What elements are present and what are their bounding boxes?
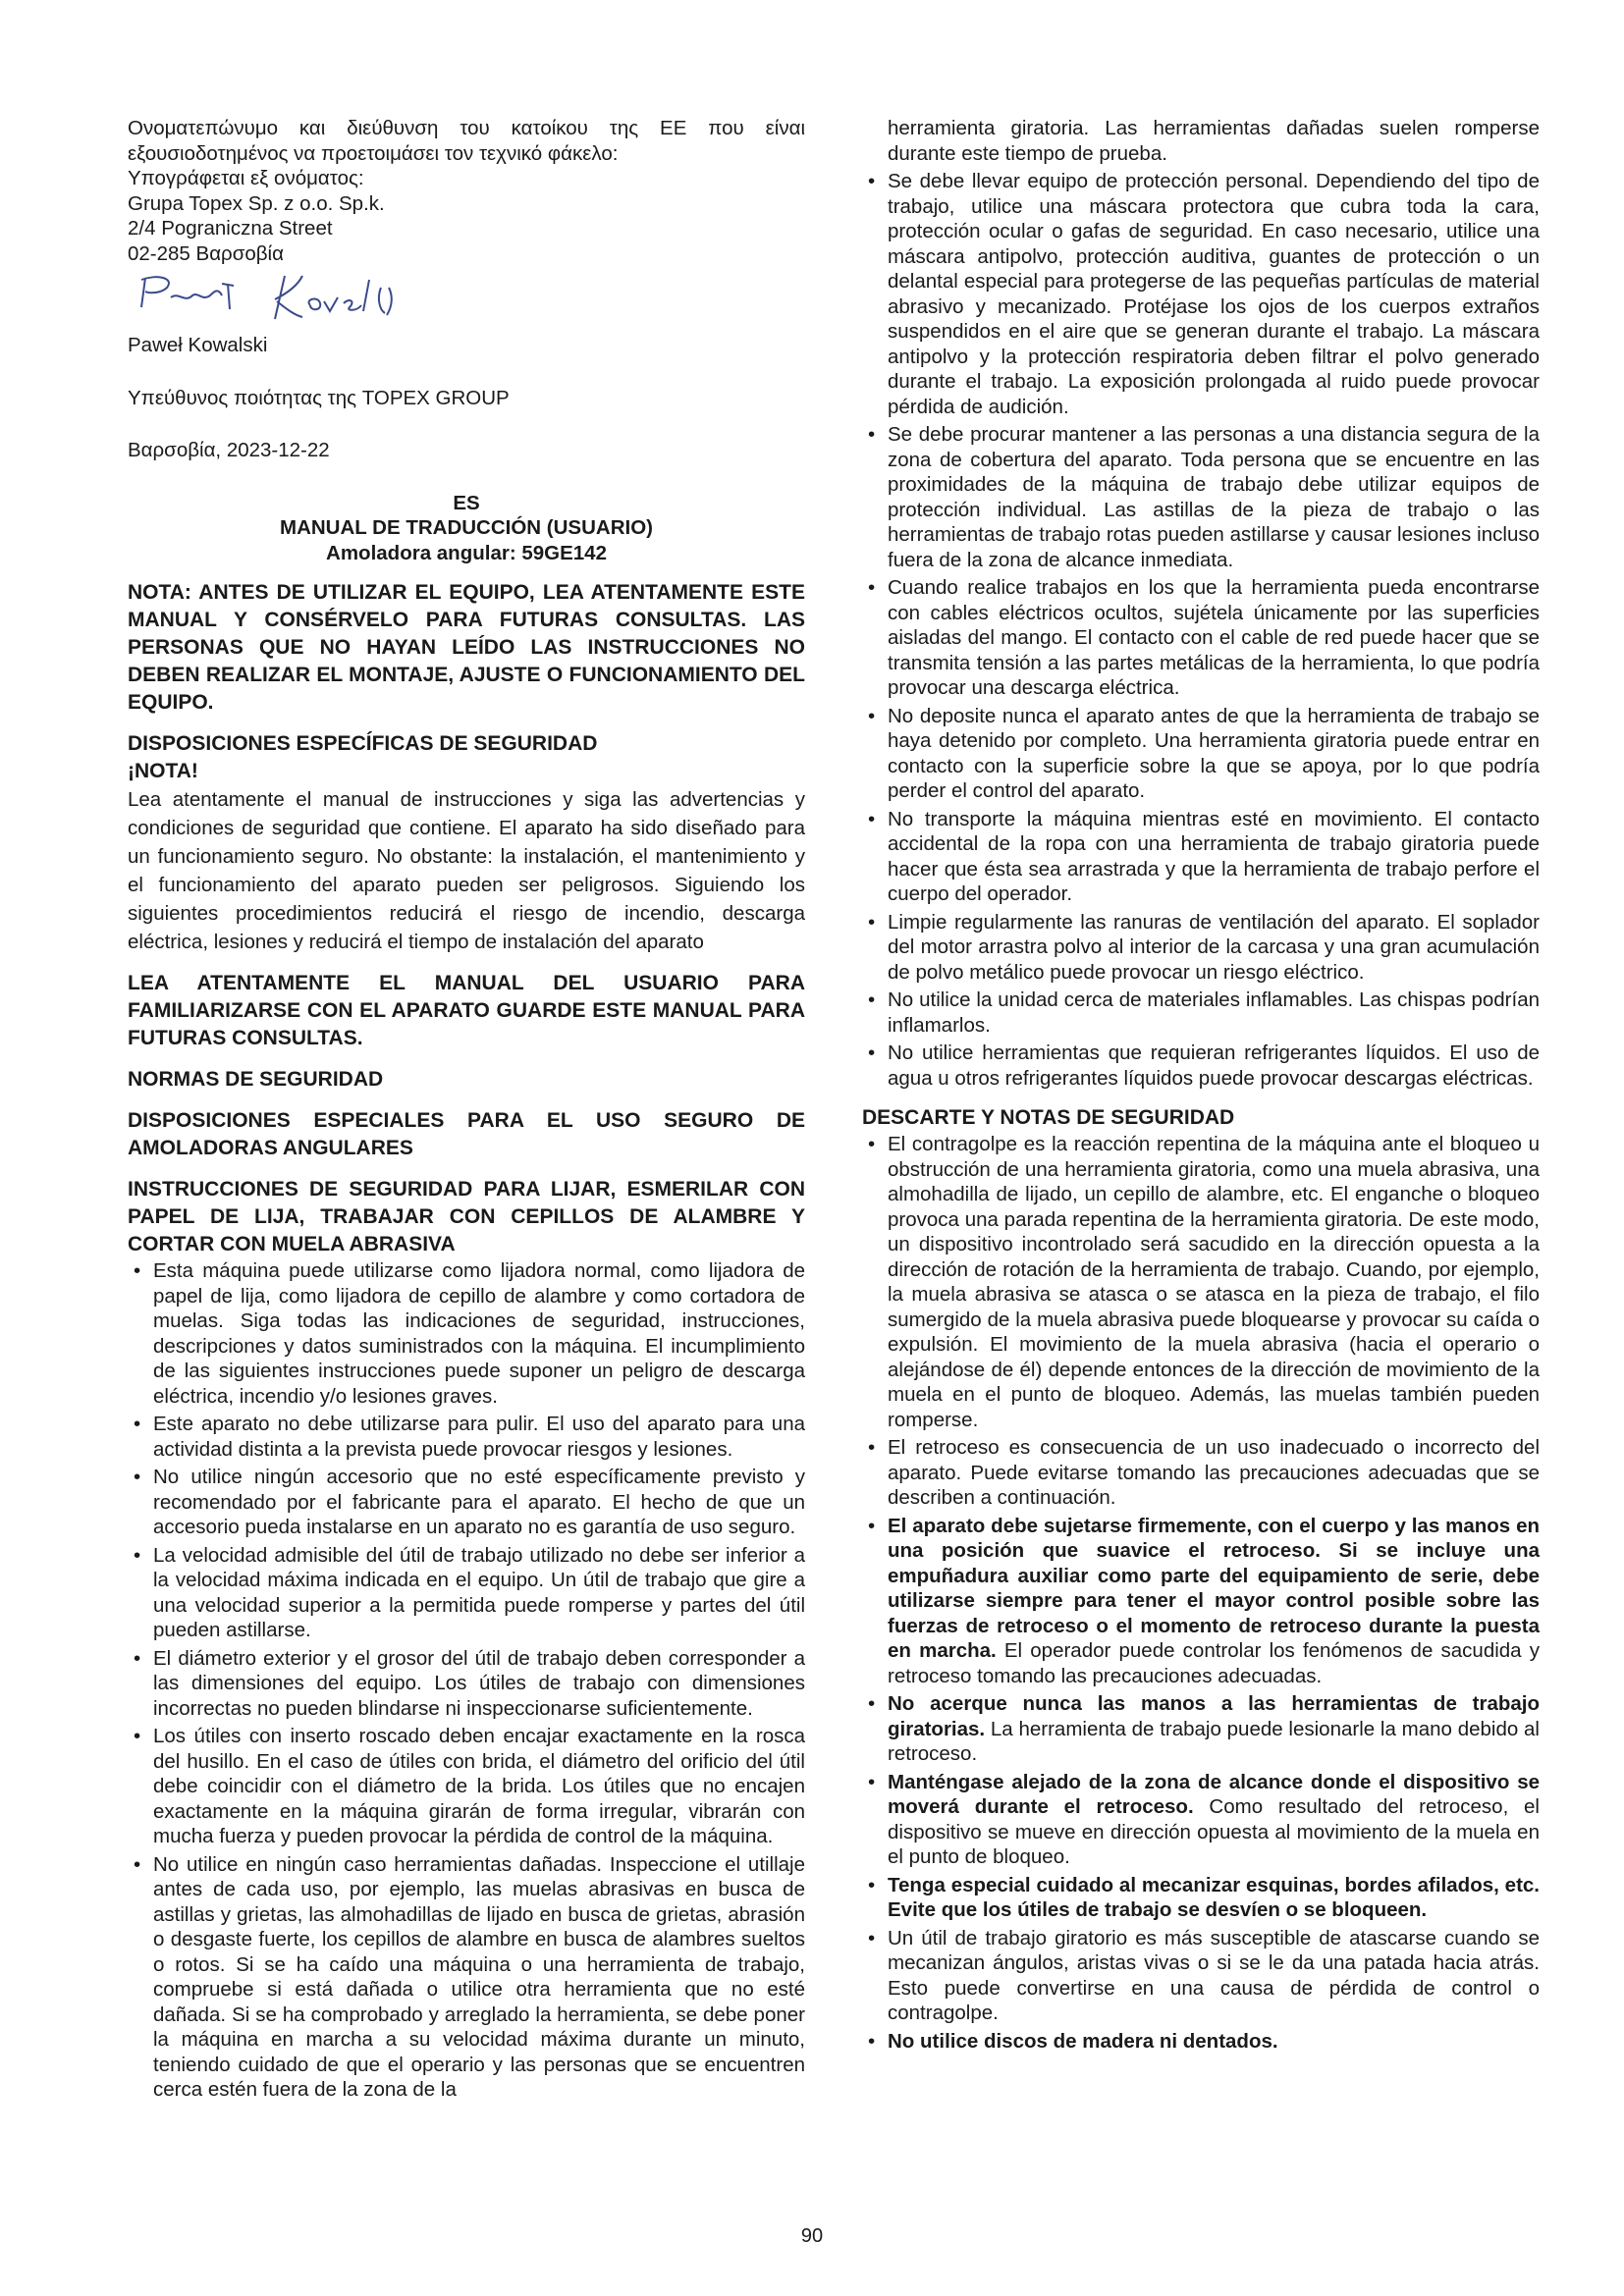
read-manual-note: LEA ATENTAMENTE EL MANUAL DEL USUARIO PARA FAMILIARIZARSE CON EL APARATO GUARDE ESTE MANUAL PARA FUTURAS CONSULTAS. [128, 972, 805, 1049]
list-item: • Cuando realice trabajos en los que la herramienta pueda encontrarse con cables eléctricos ocultos, sujétela únicamente por las superficies aisladas del mango. El contacto con el cable de red puede hacer que se transmita tensión a las partes metálicas de la herramienta, lo que podría provocar una descarga eléctrica. [862, 575, 1540, 701]
signature-icon [128, 266, 461, 333]
list-item: • Se debe procurar mantener a las personas a una distancia segura de la zona de cobertura del aparato. Toda persona que se encuentre en las proximidades de la máquina de trabajo debe utilizar equipos de protección individual. Las astillas de la pieza de trabajo o las herramientas de trabajo rotas pueden astillarse y causar lesiones incluso fuera de la zona de alcance inmediata. [862, 422, 1540, 572]
list-item [862, 2029, 1540, 2055]
list-item: • No transporte la máquina mientras esté en movimiento. El contacto accidental de la ropa con una herramienta de trabajo giratoria puede hacer que ésta sea arrastrada y que la herramienta de trabajo perfore el cuerpo del operador. [862, 807, 1540, 907]
bold-lead: No utilice discos de madera ni dentados. [888, 2029, 1278, 2053]
list-item [862, 1514, 1540, 1689]
left-column [128, 116, 805, 2106]
right-bullet-list [862, 169, 1540, 1091]
list-item: • La velocidad admisible del útil de trabajo utilizado no debe ser inferior a la velocidad máxima indicada en el equipo. Un útil de trabajo que gire a una velocidad superior a la permitida puede romperse y partes del útil pueden astillarse. [128, 1543, 805, 1643]
manual-title: MANUAL DE TRADUCCIÓN (USUARIO) [280, 516, 653, 539]
nota-label: ¡NOTA! [128, 760, 198, 782]
list-item: • Este aparato no debe utilizarse para pulir. El uso del aparato para una actividad distinta a la prevista puede provocar riesgos y lesiones. [128, 1412, 805, 1462]
main-note: NOTA: ANTES DE UTILIZAR EL EQUIPO, LEA ATENTAMENTE ESTE MANUAL Y CONSÉRVELO PARA FUTURAS CONSULTAS. LAS PERSONAS QUE NO HAYAN LEÍDO LAS INSTRUCCIONES NO DEBEN REALIZAR EL MONTAJE, AJUSTE O FUNCIONAMIENTO DEL EQUIPO. [128, 581, 805, 714]
kickback-heading: DESCARTE Y NOTAS DE SEGURIDAD [862, 1106, 1235, 1129]
continued-text: herramienta giratoria. Las herramientas dañadas suelen romperse durante este tiempo de prueba. [888, 117, 1540, 165]
signer-role: Υπεύθυνος ποιότητας της TOPEX GROUP [128, 386, 510, 409]
right-column [862, 116, 1540, 2056]
left-bullet-list [128, 1258, 805, 2103]
list-item: • El diámetro exterior y el grosor del útil de trabajo deben corresponder a las dimensiones del equipo. Los útiles de trabajo con dimensiones incorrectas no pueden blindarse ni inspeccionarse suficientemente. [128, 1646, 805, 1722]
list-item: • Los útiles con inserto roscado deben encajar exactamente en la rosca del husillo. En el caso de útiles con brida, el diámetro del orificio del útil debe coincidir con el diámetro de la brida. Los útiles que no encajen exactamente en la máquina girarán de forma irregular, vibrarán con mucha fuerza y pueden provocar la pérdida de control de la máquina. [128, 1724, 805, 1849]
specific-safety-heading: DISPOSICIONES ESPECÍFICAS DE SEGURIDAD [128, 732, 598, 755]
bold-lead: Manténgase alejado de la zona de alcance donde el dispositivo se moverá durante el retroceso. [888, 1770, 1540, 1818]
list-item [862, 1926, 1540, 2026]
list-item: • No utilice ningún accesorio que no esté específicamente previsto y recomendado por el fabricante para el aparato. El hecho de que un accesorio pueda instalarse en un aparato no es garantía de uso seguro. [128, 1465, 805, 1540]
list-item: • No utilice herramientas que requieran refrigerantes líquidos. El uso de agua u otros refrigerantes líquidos puede provocar descargas eléctricas. [862, 1041, 1540, 1091]
list-item: • Se debe llevar equipo de protección personal. Dependiendo del tipo de trabajo, utilice una máscara protectora que cubra toda la cara, protección ocular o gafas de seguridad. En caso necesario, utilice una máscara antipolvo, protección auditiva, guantes de protección o un delantal especial para protegerse de las pequeñas partículas de material abrasivo y mecanizado. Protéjase los ojos de los cuerpos extraños suspendidos en el aire que se generan durante el trabajo. La máscara antipolvo y la protección respiratoria deben filtrar el polvo generado durante el trabajo. La exposición prolongada al ruido puede provocar pérdida de audición. [862, 169, 1540, 419]
list-item: • No utilice la unidad cerca de materiales inflamables. Las chispas podrían inflamarlos. [862, 988, 1540, 1038]
instructions-heading: INSTRUCCIONES DE SEGURIDAD PARA LIJAR, ESMERILAR CON PAPEL DE LIJA, TRABAJAR CON CEPILLOS DE ALAMBRE Y CORTAR CON MUELA ABRASIVA [128, 1178, 805, 1255]
safety-norms-heading: NORMAS DE SEGURIDAD [128, 1068, 384, 1091]
item-text: Como resultado del retroceso, el dispositivo se mueve en dirección opuesta al movimiento de la muela en el punto de bloqueo. [888, 1795, 1540, 1868]
bold-lead: Tenga especial cuidado al mecanizar esquinas, bordes afilados, etc. Evite que los útiles de trabajo se desvíen o se bloqueen. [888, 1873, 1540, 1921]
list-item [862, 1873, 1540, 1923]
greek-signed-line: Υπογράφεται εξ ονόματος: [128, 167, 364, 189]
list-item: • Esta máquina puede utilizarse como lijadora normal, como lijadora de papel de lija, como lijadora de cepillo de alambre y como cortadora de muelas. Siga todas las indicaciones de seguridad, instrucciones, descripciones y datos suministrados con la máquina. El incumplimiento de las siguientes instrucciones puede suponer un peligro de descarga eléctrica, incendio y/o lesiones graves. [128, 1258, 805, 1409]
list-item [862, 1435, 1540, 1511]
list-item [862, 1691, 1540, 1767]
signature [128, 266, 805, 333]
company-city: 02-285 Βαρσοβία [128, 241, 284, 265]
company-street: 2/4 Pograniczna Street [128, 217, 333, 240]
specific-safety-text: Lea atentamente el manual de instrucciones y siga las advertencias y condiciones de seguridad que contiene. El aparato ha sido diseñado para un funcionamiento seguro. No obstante: la instalación, el mantenimiento y el funcionamiento del aparato pueden ser peligrosos. Siguiendo los siguientes procedimientos reducirá el riesgo de incendio, descarga eléctrica, lesiones y reducirá el tiempo de instalación del aparato [128, 788, 805, 953]
bold-lead: El aparato debe sujetarse firmemente, con el cuerpo y las manos en una posición que suavice el retroceso. Si se incluye una empuñadura auxiliar como parte del equipamiento de serie, debe utilizarse siempre para tener el mayor control posible sobre las fuerzas de retroceso o el momento de retroceso durante la puesta en marcha. [888, 1514, 1540, 1662]
list-item [862, 1770, 1540, 1870]
list-item: • No utilice en ningún caso herramientas dañadas. Inspeccione el utillaje antes de cada uso, por ejemplo, las muelas abrasivas en busca de astillas y grietas, las almohadillas de lijado en busca de grietas, abrasión o desgaste fuerte, los cepillos de alambre en busca de alambres sueltos o rotos. Si se ha caído una máquina o una herramienta de trabajo, compruebe si está dañada o utilice otra herramienta que no esté dañada. Si se ha comprobado y arreglado la herramienta, se debe poner la máquina en marcha a su velocidad máxima durante un minuto, teniendo cuidado de que el operario y las personas que se encuentren cerca estén fuera de la zona de la [128, 1852, 805, 2103]
list-item: • Limpie regularmente las ranuras de ventilación del aparato. El soplador del motor arrastra polvo al interior de la carcasa y una gran acumulación de polvo metálico puede provocar un riesgo eléctrico. [862, 910, 1540, 986]
item-text: El contragolpe es la reacción repentina de la máquina ante el bloqueo u obstrucción de una herramienta giratoria, como una muela abrasiva, una almohadilla de lijado, un cepillo de alambre, etc. El enganche o bloqueo provoca una parada repentina de la herramienta giratoria. De este modo, un dispositivo incontrolado será sacudido en la dirección opuesta a la dirección de rotación de la herramienta de trabajo. Cuando, por ejemplo, la muela abrasiva se atasca o se atasca en la pieza de trabajo, el filo sumergido de la muela abrasiva puede bloquearse y provocar su caída o expulsión. El movimiento de la muela abrasiva (hacia el operario o alejándose de él) depende entonces de la dirección de movimiento de la muela en el punto de bloqueo. Además, las muelas también pueden romperse. [888, 1133, 1540, 1431]
item-text: La herramienta de trabajo puede lesionarle la mano debido al retroceso. [888, 1717, 1540, 1765]
language-code: ES [453, 491, 480, 514]
kickback-bullet-list [862, 1132, 1540, 2054]
special-provisions-heading: DISPOSICIONES ESPECIALES PARA EL USO SEGURO DE AMOLADORAS ANGULARES [128, 1109, 805, 1159]
list-item: • No deposite nunca el aparato antes de que la herramienta de trabajo se haya detenido por completo. Una herramienta giratoria puede entrar en contacto con la superficie sobre la que se apoya, por lo que podría perder el control del aparato. [862, 704, 1540, 804]
company-name: Grupa Topex Sp. z o.o. Sp.k. [128, 191, 385, 215]
greek-auth-line: Ονοματεπώνυμο και διεύθυνση του κατοίκου της ΕΕ που είναι εξουσιοδοτημένος να προετοιμάσει τον τεχνικό φάκελο: [128, 117, 805, 165]
item-text: Un útil de trabajo giratorio es más susceptible de atascarse cuando se mecanizan ángulos, aristas vivas o si se le da una patada hacia atrás. Esto puede convertirse en una causa de pérdida de control o contragolpe. [888, 1926, 1540, 2024]
item-text: El operador puede controlar los fenómenos de sacudida y retroceso tomando las precauciones adecuadas. [888, 1639, 1540, 1687]
signing-date: Βαρσοβία, 2023-12-22 [128, 439, 330, 461]
list-item [862, 1132, 1540, 1432]
page-number: 90 [800, 2225, 824, 2247]
product-title: Amoladora angular: 59GE142 [326, 541, 607, 564]
item-text: El retroceso es consecuencia de un uso inadecuado o incorrecto del aparato. Puede evitarse tomando las precauciones adecuadas que se describen a continuación. [888, 1436, 1540, 1509]
bold-lead: No acerque nunca las manos a las herramientas de trabajo giratorias. [888, 1692, 1540, 1740]
signer-name: Paweł Kowalski [128, 334, 268, 356]
